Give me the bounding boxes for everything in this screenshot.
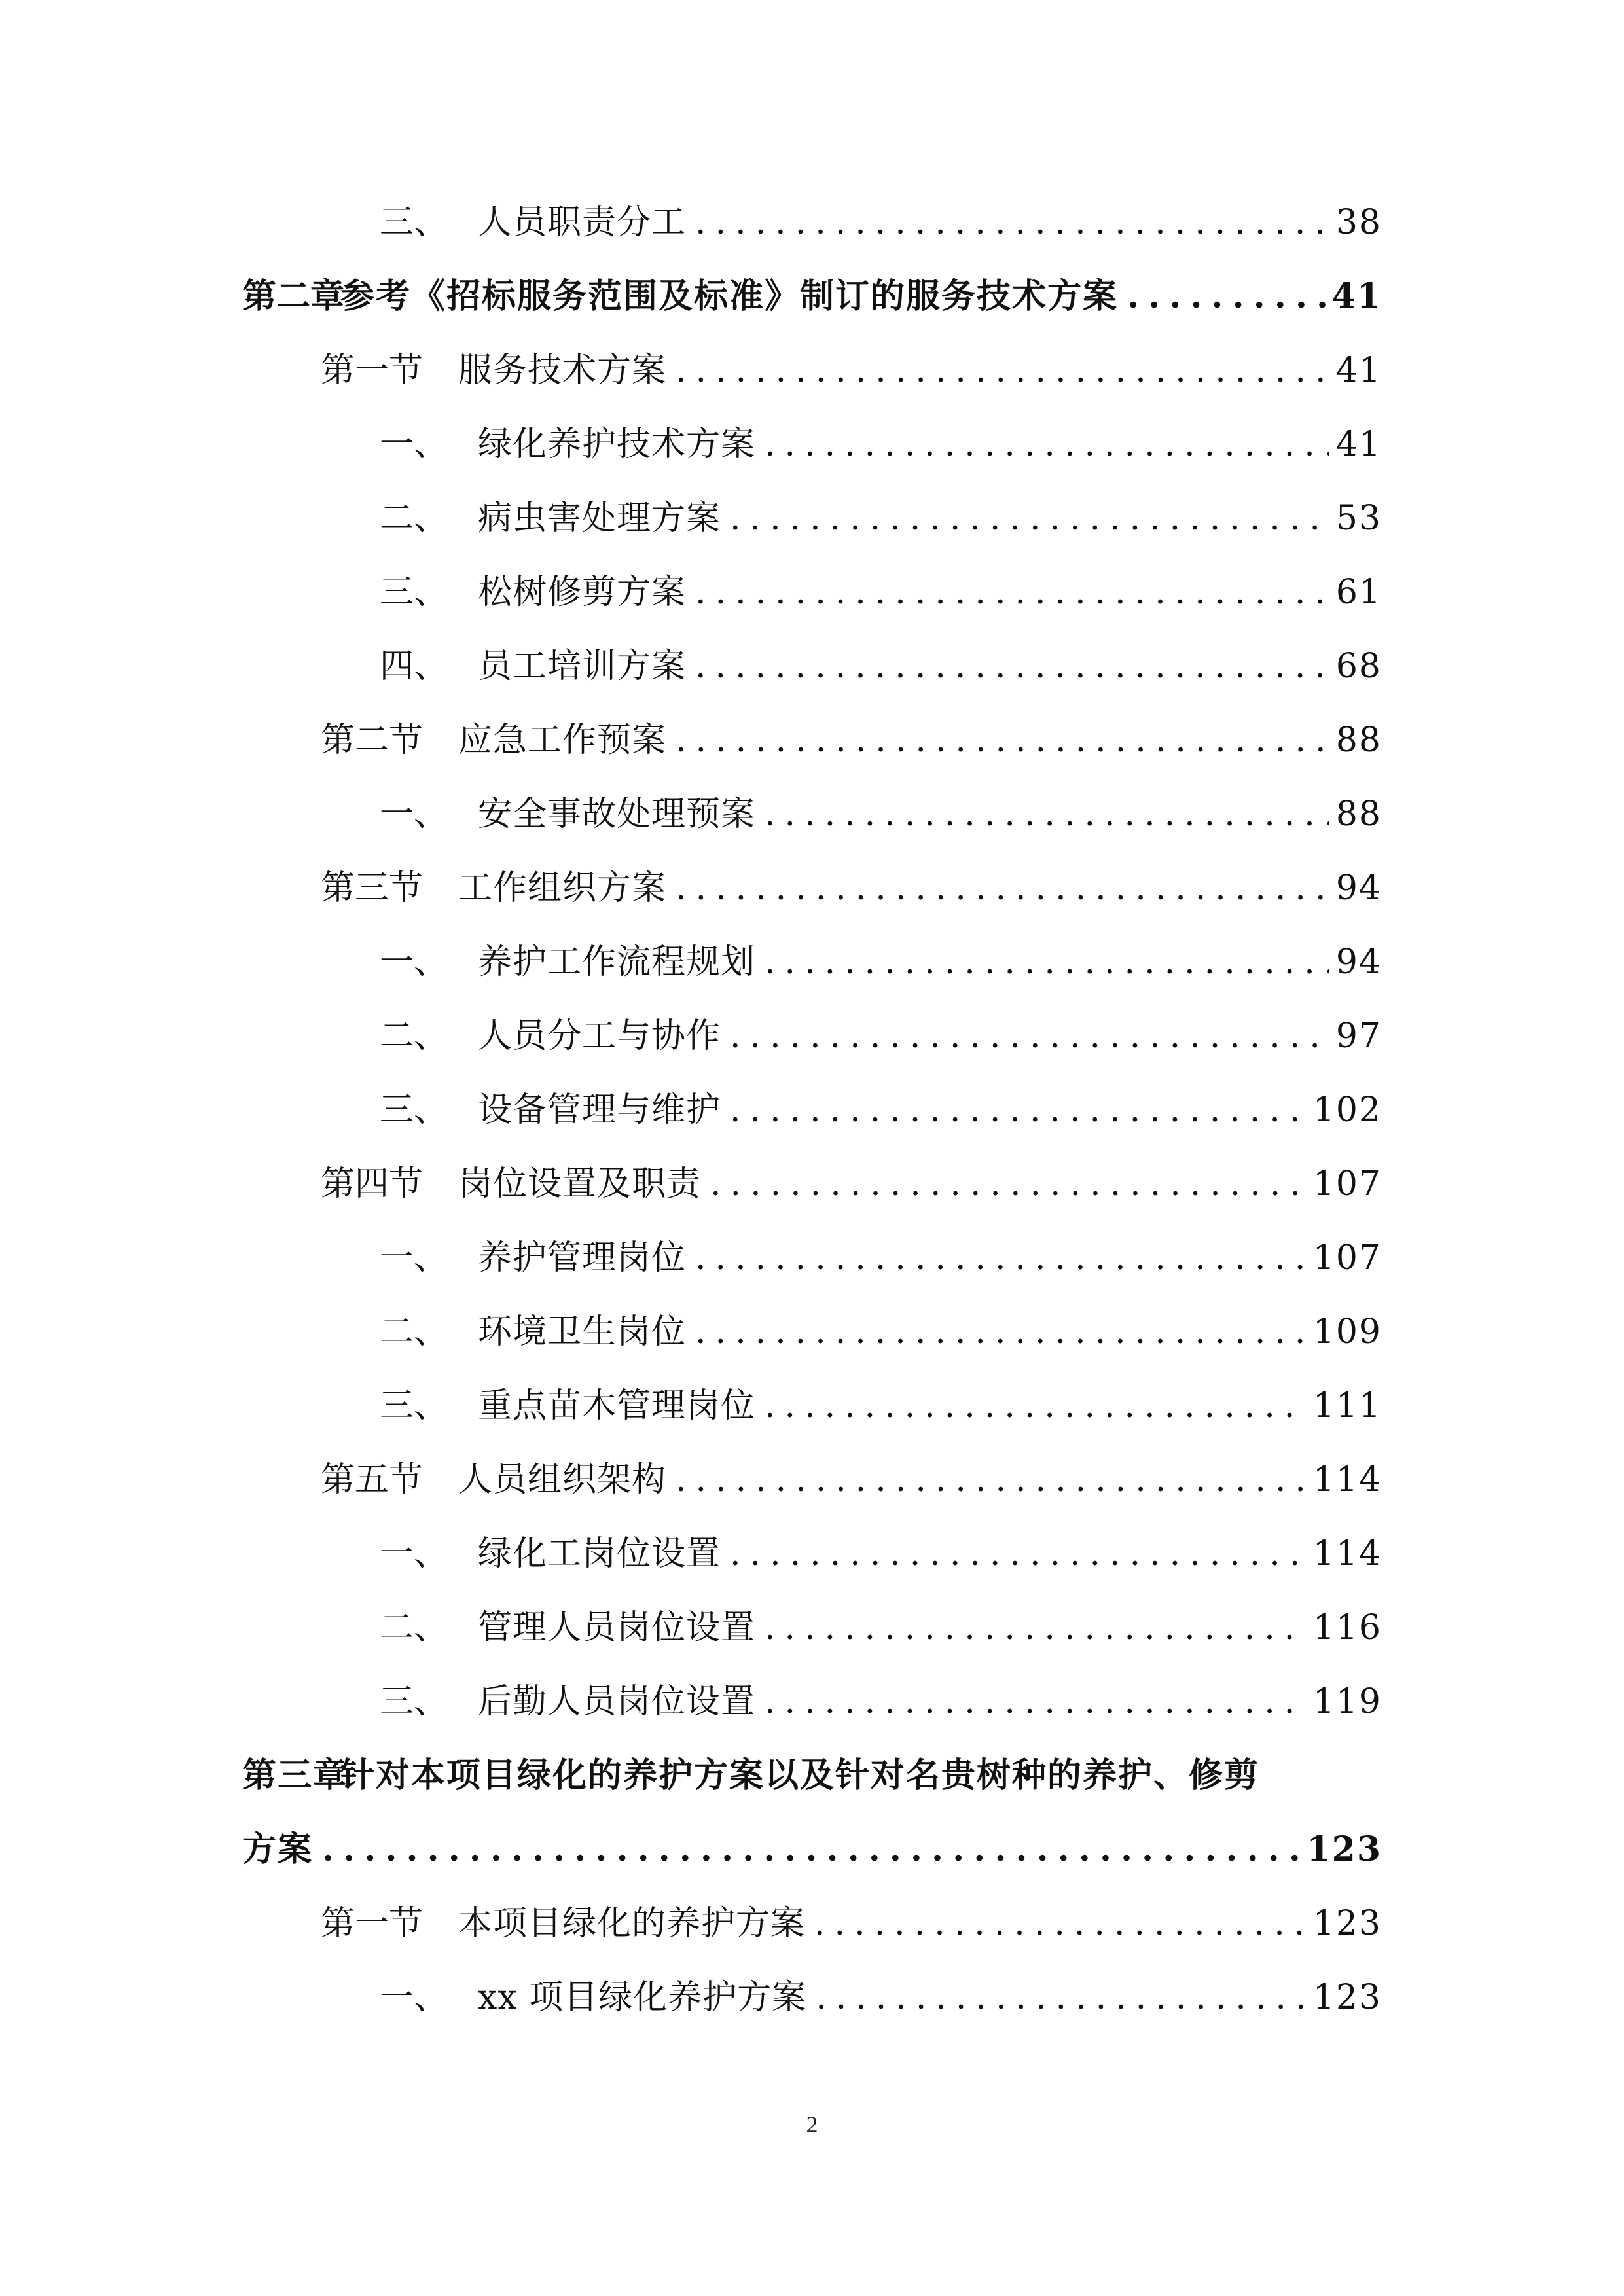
toc-entry[interactable] <box>380 931 1382 994</box>
toc-entry[interactable] <box>380 487 1382 550</box>
toc-entry-page: 114 <box>1312 1460 1382 1499</box>
toc-entry[interactable] <box>380 635 1382 698</box>
dot-leader <box>695 1227 1307 1289</box>
toc-entry-title: 养护工作流程规划 <box>478 942 756 982</box>
toc-entry-title: 安全事故处理预案 <box>478 795 756 834</box>
dot-leader <box>695 1300 1307 1363</box>
toc-entry-title: 养护管理岗位 <box>478 1238 687 1278</box>
toc-entry-page: 114 <box>1312 1534 1382 1573</box>
toc-entry-page: 111 <box>1312 1386 1382 1426</box>
toc-entry-number: 二、 <box>380 1608 448 1647</box>
dot-leader <box>765 1374 1307 1437</box>
toc-entry-number: 第一节 <box>321 351 424 390</box>
toc-entry-page: 41 <box>1331 276 1382 316</box>
toc-section[interactable] <box>321 1153 1382 1215</box>
toc-entry-number: 三、 <box>380 203 448 242</box>
toc-entry-number: 一、 <box>380 425 448 464</box>
toc-entry-number: 四、 <box>380 647 448 686</box>
toc-entry-number: 一、 <box>380 795 448 834</box>
toc-entry-title: 环境卫生岗位 <box>478 1312 687 1352</box>
toc-chapter[interactable] <box>242 265 1382 328</box>
dot-leader <box>814 1892 1307 1955</box>
toc-entry-page: 107 <box>1312 1164 1382 1204</box>
toc-entry[interactable] <box>380 783 1382 846</box>
toc-entry-title-continued: 方案 <box>242 1829 314 1869</box>
toc-entry-title: 人员分工与协作 <box>478 1016 721 1056</box>
toc-entry[interactable] <box>380 1596 1382 1659</box>
toc-entry-page: 88 <box>1335 721 1382 760</box>
toc-entry-title: 绿化养护技术方案 <box>478 425 756 464</box>
toc-entry-title: 岗位设置及职责 <box>458 1164 702 1204</box>
toc-section[interactable] <box>321 339 1382 402</box>
toc-entry-page: 123 <box>1312 1978 1382 2017</box>
toc-entry-number: 三、 <box>380 573 448 612</box>
dot-leader <box>730 487 1329 550</box>
toc-entry-page: 41 <box>1335 425 1382 464</box>
dot-leader <box>676 339 1329 402</box>
dot-leader <box>1127 265 1326 328</box>
dot-leader <box>816 1966 1307 2029</box>
toc-entry-number: 第三章 <box>242 1755 349 1795</box>
toc-section[interactable] <box>321 857 1382 920</box>
toc-entry-number: 一、 <box>380 1978 448 2017</box>
toc-entry-number: 一、 <box>380 1534 448 1573</box>
toc-entry-title: 应急工作预案 <box>458 721 667 760</box>
toc-entry-number: 第五节 <box>321 1460 424 1499</box>
toc-chapter-3-line1[interactable] <box>242 1744 1259 1807</box>
toc-entry-title: 参考《招标服务范围及标准》制订的服务技术方案 <box>340 276 1119 316</box>
dot-leader <box>765 931 1329 994</box>
toc-entry[interactable] <box>380 1374 1382 1437</box>
dot-leader <box>765 1670 1307 1733</box>
toc-entry[interactable] <box>380 191 1382 254</box>
toc-entry-title: 绿化工岗位设置 <box>478 1534 721 1573</box>
toc-entry-title: 病虫害处理方案 <box>478 499 721 538</box>
dot-leader <box>676 709 1329 772</box>
toc-entry-number: 三、 <box>380 1682 448 1721</box>
toc-entry[interactable] <box>380 413 1382 476</box>
toc-entry-number: 一、 <box>380 942 448 982</box>
dot-leader <box>676 857 1329 920</box>
toc-entry-number: 第一节 <box>321 1904 424 1943</box>
dot-leader <box>730 1005 1329 1067</box>
dot-leader <box>676 1448 1307 1511</box>
dot-leader <box>710 1153 1307 1215</box>
toc-entry-page: 119 <box>1312 1682 1382 1721</box>
toc-entry-page: 41 <box>1335 351 1382 390</box>
toc-entry-title: 后勤人员岗位设置 <box>478 1682 756 1721</box>
toc-entry-title: 人员组织架构 <box>458 1460 667 1499</box>
toc-entry-number: 二、 <box>380 1016 448 1056</box>
toc-entry-title: 工作组织方案 <box>458 869 667 908</box>
toc-entry[interactable] <box>380 1966 1382 2029</box>
toc-entry-page: 116 <box>1312 1608 1382 1647</box>
toc-entry-number: 第四节 <box>321 1164 424 1204</box>
toc-entry[interactable] <box>380 1670 1382 1733</box>
toc-entry-number: 二、 <box>380 499 448 538</box>
toc-entry-title: 本项目绿化的养护方案 <box>458 1904 806 1943</box>
toc-entry-page: 68 <box>1335 647 1382 686</box>
toc-entry-page: 53 <box>1335 499 1382 538</box>
toc-entry[interactable] <box>380 1079 1382 1141</box>
dot-leader <box>695 191 1329 254</box>
toc-entry-title: 松树修剪方案 <box>478 573 687 612</box>
toc-section[interactable] <box>321 1448 1382 1511</box>
toc-entry-title: 针对本项目绿化的养护方案以及针对名贵树种的养护、修剪 <box>340 1755 1260 1795</box>
toc-entry-title: xx 项目绿化养护方案 <box>478 1978 807 2017</box>
toc-entry-number: 三、 <box>380 1386 448 1426</box>
toc-entry-title: 管理人员岗位设置 <box>478 1608 756 1647</box>
toc-entry-title: 服务技术方案 <box>458 351 667 390</box>
toc-entry[interactable] <box>380 1300 1382 1363</box>
toc-entry-title: 重点苗木管理岗位 <box>478 1386 756 1426</box>
dot-leader <box>695 635 1329 698</box>
toc-entry[interactable] <box>380 561 1382 624</box>
toc-entry-page: 107 <box>1312 1238 1382 1278</box>
toc-entry-page: 88 <box>1335 795 1382 834</box>
toc-section[interactable] <box>321 709 1382 772</box>
toc-entry-number: 第二章 <box>242 276 345 316</box>
toc-entry-page: 94 <box>1335 942 1382 982</box>
page-number: 2 <box>806 2111 818 2138</box>
toc-entry-page: 94 <box>1335 869 1382 908</box>
toc-entry-number: 二、 <box>380 1312 448 1352</box>
toc-entry-page: 109 <box>1312 1312 1382 1352</box>
dot-leader <box>730 1522 1307 1585</box>
toc-entry-number: 三、 <box>380 1090 448 1130</box>
dot-leader <box>730 1079 1307 1141</box>
toc-entry-page: 61 <box>1335 573 1382 612</box>
dot-leader <box>765 413 1329 476</box>
toc-entry-page: 123 <box>1307 1829 1382 1869</box>
toc-section[interactable] <box>321 1892 1382 1955</box>
toc-entry-page: 97 <box>1335 1016 1382 1056</box>
toc-entry-number: 一、 <box>380 1238 448 1278</box>
toc-entry-title: 人员职责分工 <box>478 203 687 242</box>
toc-entry-page: 123 <box>1312 1904 1382 1943</box>
toc-entry-page: 38 <box>1335 203 1382 242</box>
dot-leader <box>695 561 1329 624</box>
dot-leader <box>765 1596 1307 1659</box>
toc-entry[interactable] <box>380 1227 1382 1289</box>
dot-leader <box>765 783 1329 846</box>
toc-entry-number: 第三节 <box>321 869 424 908</box>
dot-leader <box>322 1818 1300 1881</box>
toc-entry-page: 102 <box>1312 1090 1382 1130</box>
toc-entry-title: 设备管理与维护 <box>478 1090 721 1130</box>
toc-entry-title: 员工培训方案 <box>478 647 687 686</box>
toc-entry-number: 第二节 <box>321 721 424 760</box>
toc-chapter-3-line2[interactable] <box>242 1818 1382 1881</box>
toc-entry[interactable] <box>380 1522 1382 1585</box>
toc-entry[interactable] <box>380 1005 1382 1067</box>
